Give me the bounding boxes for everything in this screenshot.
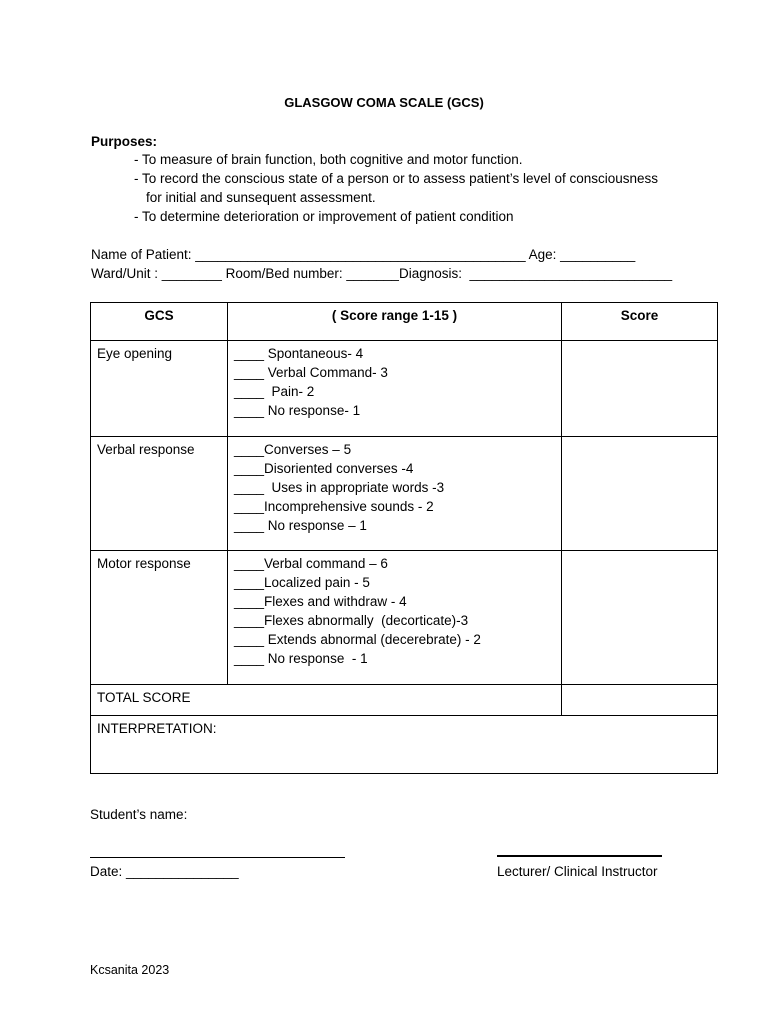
table-row-eye-opening [91,341,718,437]
interpretation-cell[interactable] [91,716,718,774]
score-cell-motor-response[interactable] [562,551,718,685]
ward-room-diagnosis-field[interactable]: Ward/Unit : ________ Room/Bed number: _______Diagnosis: ___________________________ [91,266,673,281]
option-no-response[interactable]: ____ No response - 1 [234,651,368,666]
gcs-table [90,302,718,774]
option-flexes-withdraw[interactable]: ____Flexes and withdraw - 4 [234,594,407,609]
eye-opening-options [228,341,562,437]
option-converses[interactable]: ____Converses – 5 [234,442,352,457]
option-no-response[interactable]: ____ No response – 1 [234,518,367,533]
student-name-label: Student’s name: [90,807,188,822]
score-cell-eye-opening[interactable] [562,341,718,437]
option-incomprehensive-sounds[interactable]: ____Incomprehensive sounds - 2 [234,499,434,514]
purpose-item-3: - To determine deterioration or improvement of patient condition [134,209,514,224]
table-row-verbal-response [91,437,718,551]
purpose-item-1: - To measure of brain function, both cognitive and motor function. [134,152,523,167]
row-label-verbal-response: Verbal response [91,437,228,551]
header-score: Score [562,303,718,341]
instructor-label: Lecturer/ Clinical Instructor [497,864,658,879]
option-verbal-command[interactable]: ____ Verbal Command- 3 [234,365,388,380]
option-pain[interactable]: ____ Pain- 2 [234,384,315,399]
instructor-signature-line[interactable] [497,855,662,857]
option-verbal-command[interactable]: ____Verbal command – 6 [234,556,388,571]
table-row-interpretation [91,716,718,774]
row-label-motor-response: Motor response [91,551,228,685]
option-flexes-abnormally[interactable]: ____Flexes abnormally (decorticate)-3 [234,613,469,628]
header-gcs: GCS [91,303,228,341]
table-row-motor-response [91,551,718,685]
student-signature-line[interactable] [90,857,345,858]
motor-response-options [228,551,562,685]
purposes-heading: Purposes: [91,134,158,149]
date-field[interactable]: Date: _______________ [90,864,239,879]
table-header-row [91,303,718,341]
table-row-total [91,685,718,716]
interpretation-label: INTERPRETATION: [97,721,217,736]
option-inappropriate-words[interactable]: ____ Uses in appropriate words -3 [234,480,445,495]
row-label-eye-opening: Eye opening [91,341,228,437]
option-disoriented-converses[interactable]: ____Disoriented converses -4 [234,461,414,476]
header-score-range: ( Score range 1-15 ) [228,303,562,341]
option-localized-pain[interactable]: ____Localized pain - 5 [234,575,370,590]
total-score-label: TOTAL SCORE [91,685,562,716]
total-score-cell[interactable] [562,685,718,716]
document-title: GLASGOW COMA SCALE (GCS) [284,95,484,110]
copyright-footer: Kcsanita 2023 [90,963,170,977]
verbal-response-options [228,437,562,551]
option-spontaneous[interactable]: ____ Spontaneous- 4 [234,346,364,361]
score-cell-verbal-response[interactable] [562,437,718,551]
option-extends-abnormal[interactable]: ____ Extends abnormal (decerebrate) - 2 [234,632,481,647]
option-no-response[interactable]: ____ No response- 1 [234,403,361,418]
purpose-item-2: - To record the conscious state of a person or to assess patient’s level of consciousness [134,171,659,186]
purpose-item-2-continued: for initial and sunsequent assessment. [146,190,376,205]
patient-name-age-field[interactable]: Name of Patient: ____________________________________________ Age: __________ [91,247,636,262]
